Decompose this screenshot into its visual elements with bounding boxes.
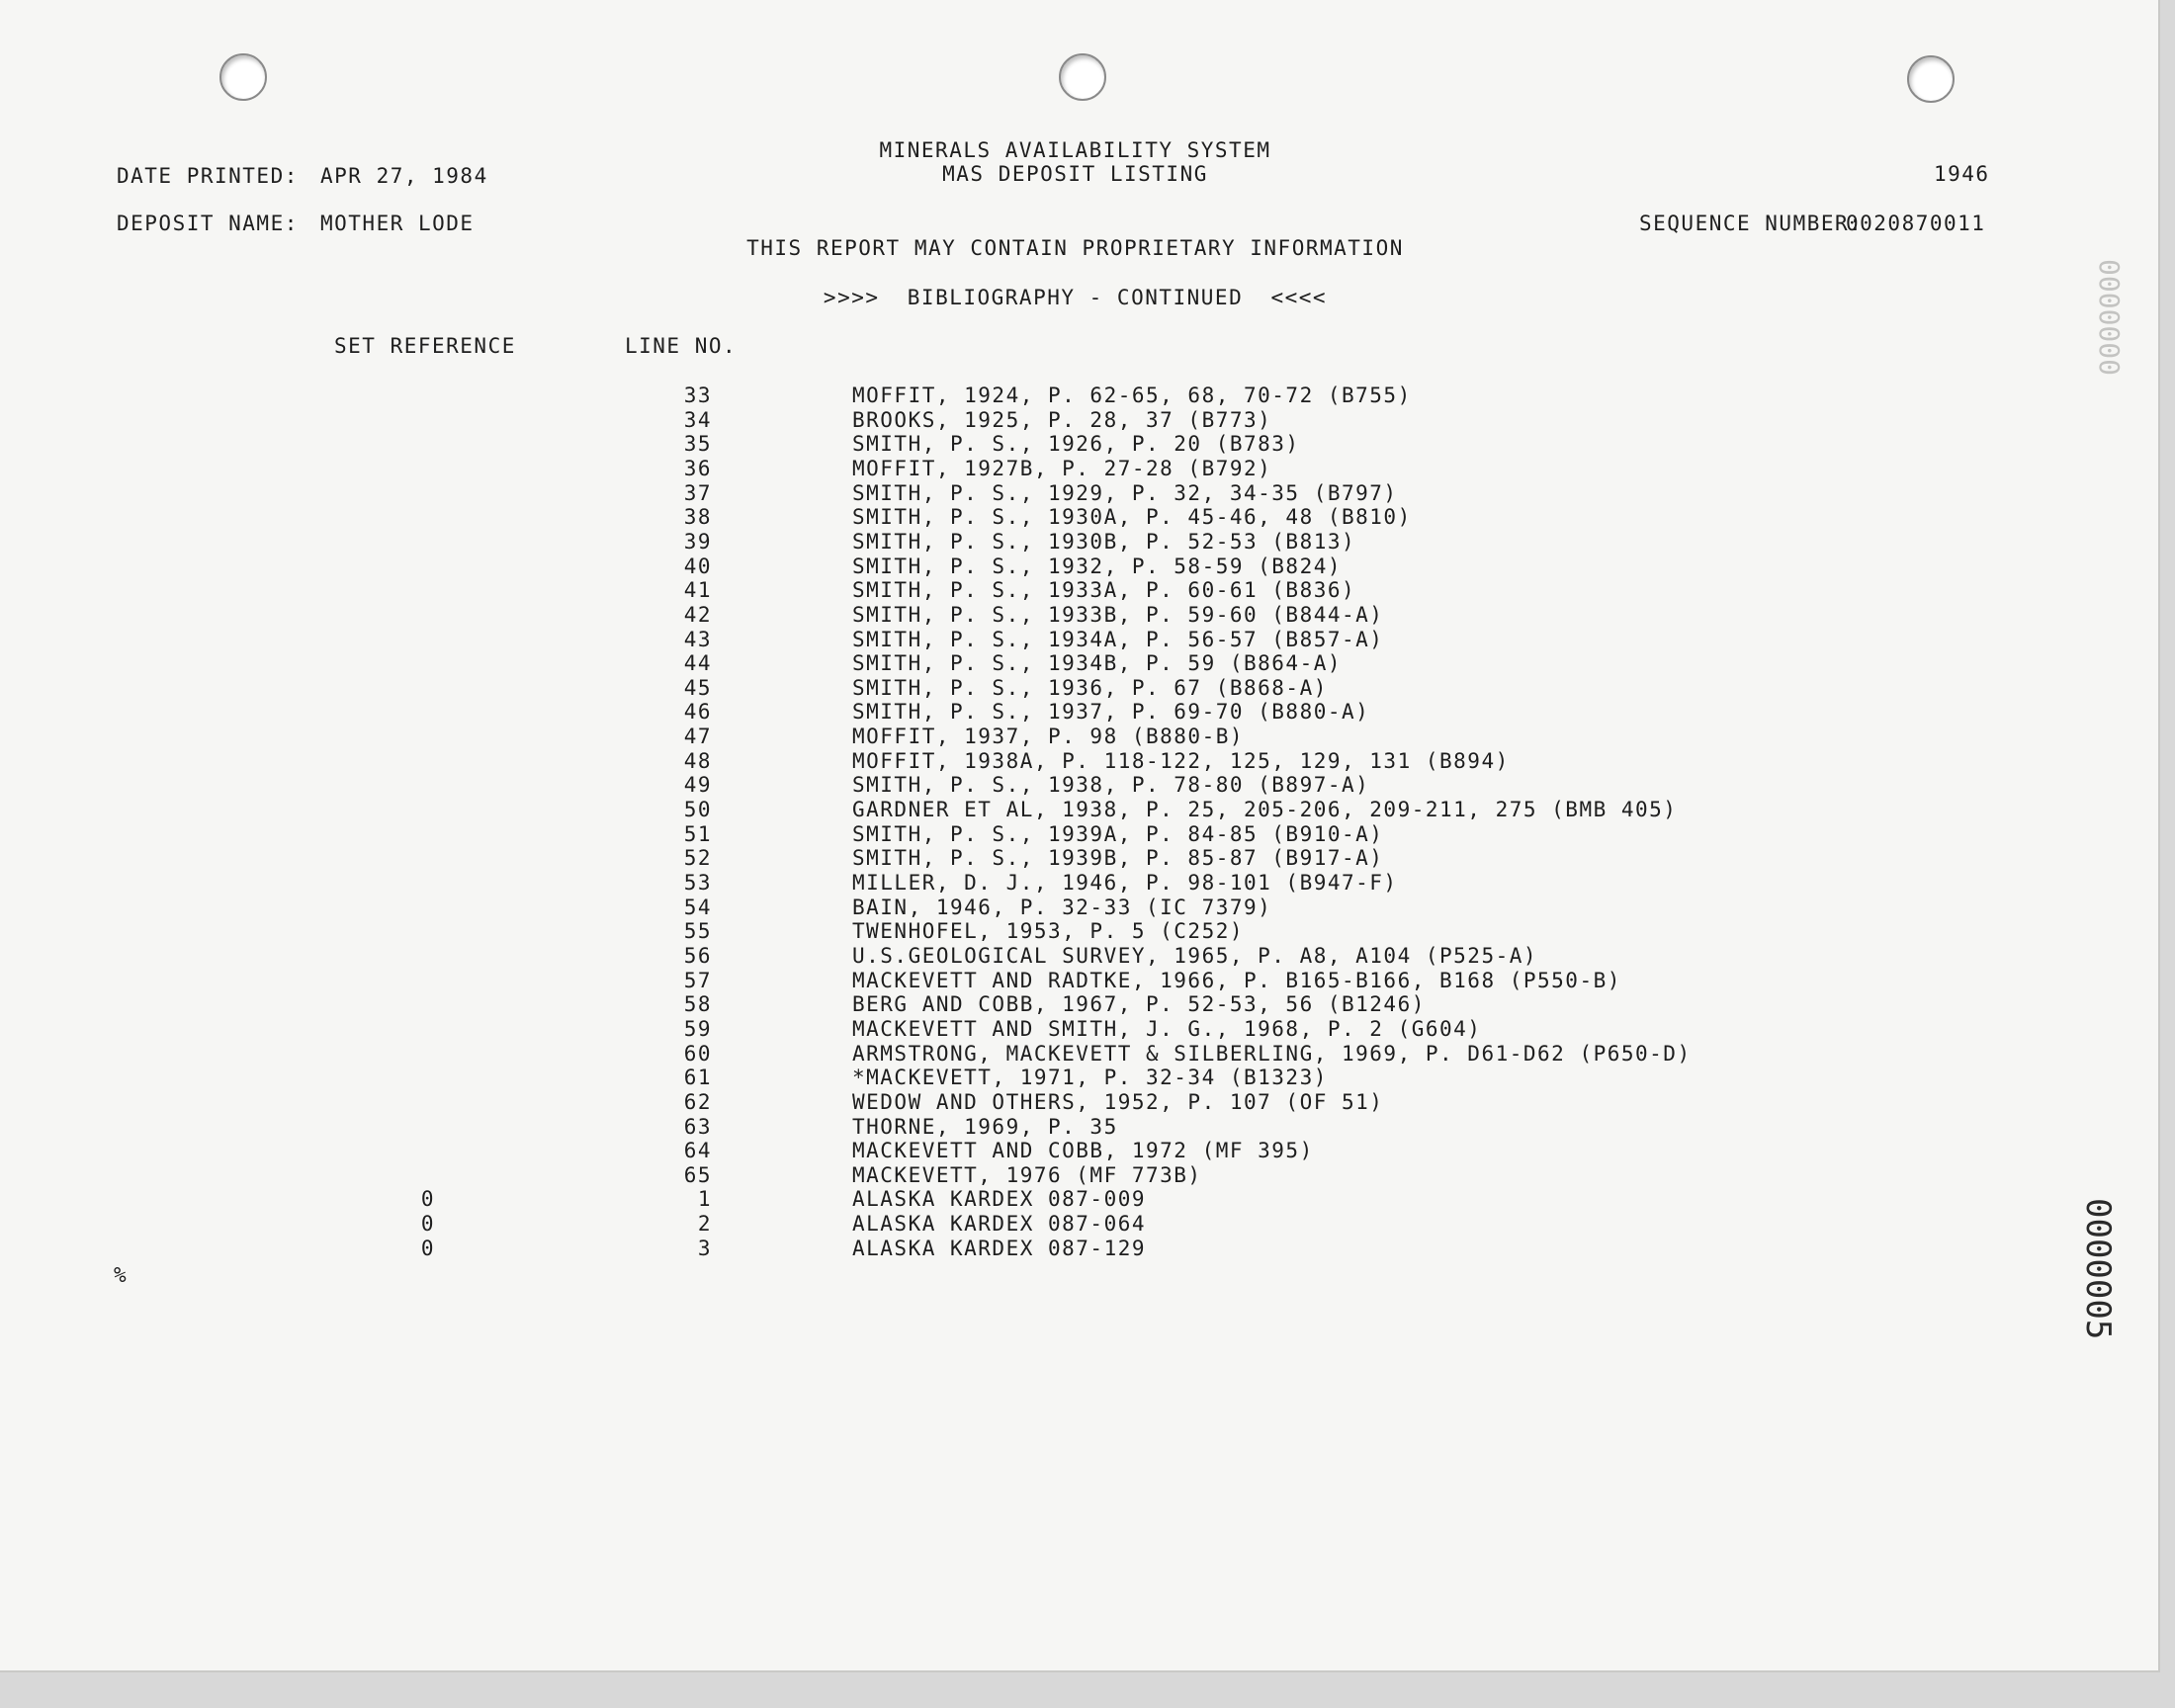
line-number-cell: 34 bbox=[683, 407, 712, 432]
line-number-cell: 46 bbox=[683, 700, 712, 725]
line-number-cell: 45 bbox=[683, 675, 712, 700]
line-number-cell: 44 bbox=[683, 651, 712, 676]
line-number-cell: 50 bbox=[683, 798, 712, 822]
line-number-cell: 1 bbox=[697, 1187, 712, 1212]
punch-hole-left bbox=[219, 53, 267, 101]
line-number-cell: 65 bbox=[683, 1162, 712, 1187]
reference-cell: SMITH, P. S., 1939A, P. 84-85 (B910-A) bbox=[852, 821, 1384, 846]
line-number-cell: 62 bbox=[683, 1089, 712, 1114]
line-number-cell: 35 bbox=[683, 432, 712, 457]
set-reference-cell: 0 bbox=[420, 1236, 436, 1260]
reference-cell: SMITH, P. S., 1939B, P. 85-87 (B917-A) bbox=[852, 846, 1384, 871]
line-number-cell: 33 bbox=[683, 384, 712, 407]
line-number-cell: 37 bbox=[683, 480, 712, 505]
reference-cell: MOFFIT, 1937, P. 98 (B880-B) bbox=[852, 725, 1245, 749]
line-number-cell: 60 bbox=[683, 1041, 712, 1066]
date-printed-label: DATE PRINTED: bbox=[117, 164, 299, 188]
line-number-cell: 55 bbox=[683, 919, 712, 944]
reference-cell: SMITH, P. S., 1929, P. 32, 34-35 (B797) bbox=[852, 480, 1398, 505]
punch-hole-center bbox=[1059, 53, 1106, 101]
line-number-cell: 51 bbox=[683, 821, 712, 846]
line-number-cell: 53 bbox=[683, 871, 712, 895]
reference-cell: SMITH, P. S., 1934A, P. 56-57 (B857-A) bbox=[852, 627, 1384, 651]
line-number-cell: 47 bbox=[683, 725, 712, 749]
reference-cell: BERG AND COBB, 1967, P. 52-53, 56 (B1246) bbox=[852, 992, 1426, 1017]
deposit-name-value: MOTHER LODE bbox=[320, 212, 475, 235]
reference-cell: SMITH, P. S., 1936, P. 67 (B868-A) bbox=[852, 675, 1328, 700]
section-title: >>>> BIBLIOGRAPHY - CONTINUED <<<< bbox=[823, 286, 1328, 309]
reference-cell: BAIN, 1946, P. 32-33 (IC 7379) bbox=[852, 895, 1272, 919]
column-header-line-no: LINE NO. bbox=[625, 334, 738, 358]
reference-cell: SMITH, P. S., 1930B, P. 52-53 (B813) bbox=[852, 529, 1356, 554]
line-number-cell: 56 bbox=[683, 943, 712, 968]
reference-cell: SMITH, P. S., 1937, P. 69-70 (B880-A) bbox=[852, 700, 1370, 725]
column-header-set-reference: SET REFERENCE bbox=[334, 334, 516, 358]
line-number-cell: 61 bbox=[683, 1066, 712, 1090]
reference-cell: MOFFIT, 1927B, P. 27-28 (B792) bbox=[852, 456, 1272, 480]
frame-stamp-faded: 0000000 bbox=[2093, 259, 2126, 377]
set-reference-cell: 0 bbox=[420, 1212, 436, 1237]
punch-hole-right bbox=[1907, 55, 1955, 103]
frame-stamp: 0000005 bbox=[2078, 1198, 2118, 1340]
reference-cell: SMITH, P. S., 1934B, P. 59 (B864-A) bbox=[852, 651, 1343, 676]
set-reference-cell: 0 bbox=[420, 1187, 436, 1212]
reference-cell: MACKEVETT AND COBB, 1972 (MF 395) bbox=[852, 1139, 1314, 1163]
reference-cell: U.S.GEOLOGICAL SURVEY, 1965, P. A8, A104 (P525-A) bbox=[852, 943, 1538, 968]
line-number-cell: 39 bbox=[683, 529, 712, 554]
reference-cell: SMITH, P. S., 1933A, P. 60-61 (B836) bbox=[852, 578, 1356, 603]
line-number-cell: 52 bbox=[683, 846, 712, 871]
reference-cell: *MACKEVETT, 1971, P. 32-34 (B1323) bbox=[852, 1066, 1328, 1090]
line-number-cell: 43 bbox=[683, 627, 712, 651]
date-printed-value: APR 27, 1984 bbox=[320, 164, 488, 188]
line-number-cell: 57 bbox=[683, 968, 712, 992]
reference-cell: MACKEVETT AND RADTKE, 1966, P. B165-B166, B168 (P550-B) bbox=[852, 968, 1621, 992]
reference-cell: SMITH, P. S., 1930A, P. 45-46, 48 (B810) bbox=[852, 505, 1412, 530]
line-number-cell: 63 bbox=[683, 1114, 712, 1139]
line-number-cell: 40 bbox=[683, 554, 712, 578]
reference-cell: SMITH, P. S., 1938, P. 78-80 (B897-A) bbox=[852, 773, 1370, 798]
listing-title: MAS DEPOSIT LISTING bbox=[942, 162, 1208, 186]
sequence-number-value: 0020870011 bbox=[1846, 212, 1986, 235]
reference-cell: ALASKA KARDEX 087-129 bbox=[852, 1236, 1147, 1260]
line-number-cell: 36 bbox=[683, 456, 712, 480]
reference-cell: ARMSTRONG, MACKEVETT & SILBERLING, 1969, P. D61-D62 (P650-D) bbox=[852, 1041, 1692, 1066]
reference-cell: MOFFIT, 1938A, P. 118-122, 125, 129, 131 (B894) bbox=[852, 748, 1510, 773]
reference-cell: GARDNER ET AL, 1938, P. 25, 205-206, 209-211, 275 (BMB 405) bbox=[852, 798, 1678, 822]
reference-cell: MACKEVETT AND SMITH, J. G., 1968, P. 2 (G604) bbox=[852, 1016, 1482, 1041]
reference-cell: ALASKA KARDEX 087-064 bbox=[852, 1212, 1147, 1237]
deposit-name-label: DEPOSIT NAME: bbox=[117, 212, 299, 235]
line-number-cell: 41 bbox=[683, 578, 712, 603]
line-number-cell: 64 bbox=[683, 1139, 712, 1163]
reference-cell: SMITH, P. S., 1926, P. 20 (B783) bbox=[852, 432, 1300, 457]
system-title: MINERALS AVAILABILITY SYSTEM bbox=[879, 138, 1271, 162]
line-number-cell: 54 bbox=[683, 895, 712, 919]
footer-mark: % bbox=[114, 1263, 129, 1287]
line-number-cell: 2 bbox=[697, 1212, 712, 1237]
proprietary-notice: THIS REPORT MAY CONTAIN PROPRIETARY INFORMATION bbox=[746, 236, 1404, 260]
reference-cell: TWENHOFEL, 1953, P. 5 (C252) bbox=[852, 919, 1245, 944]
sequence-number-label: SEQUENCE NUMBER: bbox=[1639, 212, 1864, 235]
reference-cell: MACKEVETT, 1976 (MF 773B) bbox=[852, 1162, 1202, 1187]
line-number-cell: 38 bbox=[683, 505, 712, 530]
reference-cell: SMITH, P. S., 1933B, P. 59-60 (B844-A) bbox=[852, 602, 1384, 627]
line-number-cell: 49 bbox=[683, 773, 712, 798]
line-number-cell: 3 bbox=[697, 1236, 712, 1260]
line-number-cell: 48 bbox=[683, 748, 712, 773]
line-number-cell: 58 bbox=[683, 992, 712, 1017]
reference-cell: BROOKS, 1925, P. 28, 37 (B773) bbox=[852, 407, 1272, 432]
line-number-cell: 59 bbox=[683, 1016, 712, 1041]
reference-cell: WEDOW AND OTHERS, 1952, P. 107 (OF 51) bbox=[852, 1089, 1384, 1114]
reference-cell: ALASKA KARDEX 087-009 bbox=[852, 1187, 1147, 1212]
reference-cell: MILLER, D. J., 1946, P. 98-101 (B947-F) bbox=[852, 871, 1398, 895]
reference-cell: THORNE, 1969, P. 35 bbox=[852, 1114, 1118, 1139]
reference-cell: MOFFIT, 1924, P. 62-65, 68, 70-72 (B755) bbox=[852, 384, 1412, 407]
reference-cell: SMITH, P. S., 1932, P. 58-59 (B824) bbox=[852, 554, 1343, 578]
line-number-cell: 42 bbox=[683, 602, 712, 627]
year: 1946 bbox=[1934, 162, 1990, 186]
